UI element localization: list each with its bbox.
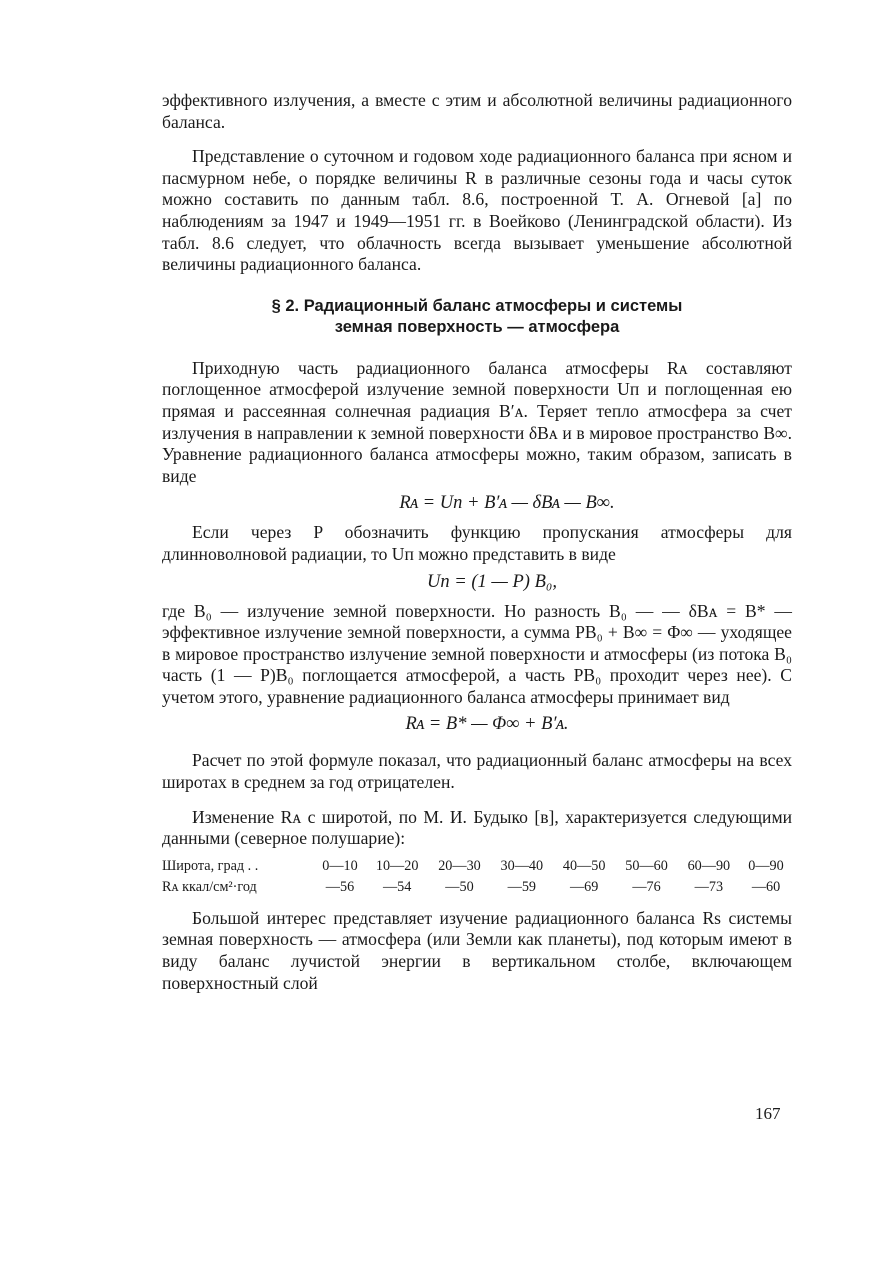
table-cell: 10—20 [375, 857, 419, 874]
page-body [162, 90, 792, 994]
paragraph-1: эффективного излучения, а вместе с этим и абсолютной величины радиационного баланса. [162, 90, 792, 132]
formula-balance-final: Rᴀ = B* — Φ∞ + B′ᴀ. [405, 714, 569, 735]
table-cell: 40—50 [562, 857, 606, 874]
table-cell: 50—60 [625, 857, 668, 874]
table-row-label: Rᴀ ккал/см²·год [162, 878, 257, 895]
paragraph-5: где B₀ — излучение земной поверхности. Но разность B₀ — — δBᴀ = B* — эффективное излучение земной поверхности, а сумма PB₀ + B∞ = Φ∞ — уходящее в мировое пространство излучение земной поверхности и атмосферы (из потока B₀ часть (1 — P)B₀ поглощается атмосферой, а часть PB₀ проходит через нее). С учетом этого, уравнение радиационного баланса атмосферы принимает вид [162, 600, 792, 707]
table-row [162, 877, 792, 898]
table-cell: —59 [507, 878, 536, 895]
table-cell: 0—10 [322, 857, 358, 874]
table-cell: 0—90 [748, 857, 784, 874]
table-cell: —54 [382, 878, 412, 895]
formula-absorbed-radiation: Uп = (1 — P) B₀, [427, 571, 557, 592]
latitude-table [162, 856, 792, 898]
section-heading-line-1: § 2. Радиационный баланс атмосферы и системы [271, 296, 683, 315]
section-heading-line-2: земная поверхность — атмосфера [334, 317, 620, 336]
table-row [162, 856, 792, 877]
paragraph-7: Изменение Rᴀ с широтой, по М. И. Будыко [в], характеризуется следующими данными (северное полушарие): [162, 806, 792, 849]
table-cell: —50 [445, 878, 474, 895]
section-heading [162, 296, 792, 338]
table-cell: 30—40 [500, 857, 544, 874]
formula-balance-atmosphere: Rᴀ = Uп + B′ᴀ — δBᴀ — B∞. [399, 493, 615, 514]
paragraph-8: Большой интерес представляет изучение радиационного баланса Rs системы земная поверхность — атмосфера (или Земли как планеты), под которым имеют в виду баланс лучистой энергии в вертикальном столбе, включающем поверхностный слой [162, 907, 792, 993]
paragraph-3: Приходную часть радиационного баланса атмосферы Rᴀ составляют поглощенное атмосферой излучение земной поверхности Uп и поглощенная ею прямая и рассеянная солнечная радиация B′ᴀ. Теряет тепло атмосфера за счет излучения в направлении к земной поверхности δBᴀ и в мировое пространство B∞. Уравнение радиационного баланса атмосферы можно, таким образом, записать в виде [162, 357, 792, 486]
paragraph-6: Расчет по этой формуле показал, что радиационный баланс атмосферы на всех широтах в среднем за год отрицателен. [162, 750, 792, 793]
table-cell: —56 [325, 878, 355, 895]
table-row-label: Широта, град . . [162, 857, 259, 874]
table-cell: 60—90 [687, 857, 731, 874]
paragraph-2: Представление о суточном и годовом ходе радиационного баланса при ясном и пасмурном небе, о порядке величины R в различные сезоны года и часы суток можно составить по данным табл. 8.6, построенной Т. А. Огневой [а] по наблюдениям за 1947 и 1949—1951 гг. в Воейково (Ленинградской области). Из табл. 8.6 следует, что облачность всегда вызывает уменьшение абсолютной величины радиационного баланса. [162, 146, 792, 275]
paragraph-4: Если через P обозначить функцию пропускания атмосферы для длинноволновой радиации, то Uп можно представить в виде [162, 522, 792, 564]
table-cell: —76 [632, 878, 661, 895]
table-cell: —73 [694, 878, 724, 895]
page-number: 167 [755, 1104, 781, 1123]
table-cell: —60 [751, 878, 781, 895]
table-cell: 20—30 [438, 857, 481, 874]
table-cell: —69 [569, 878, 599, 895]
